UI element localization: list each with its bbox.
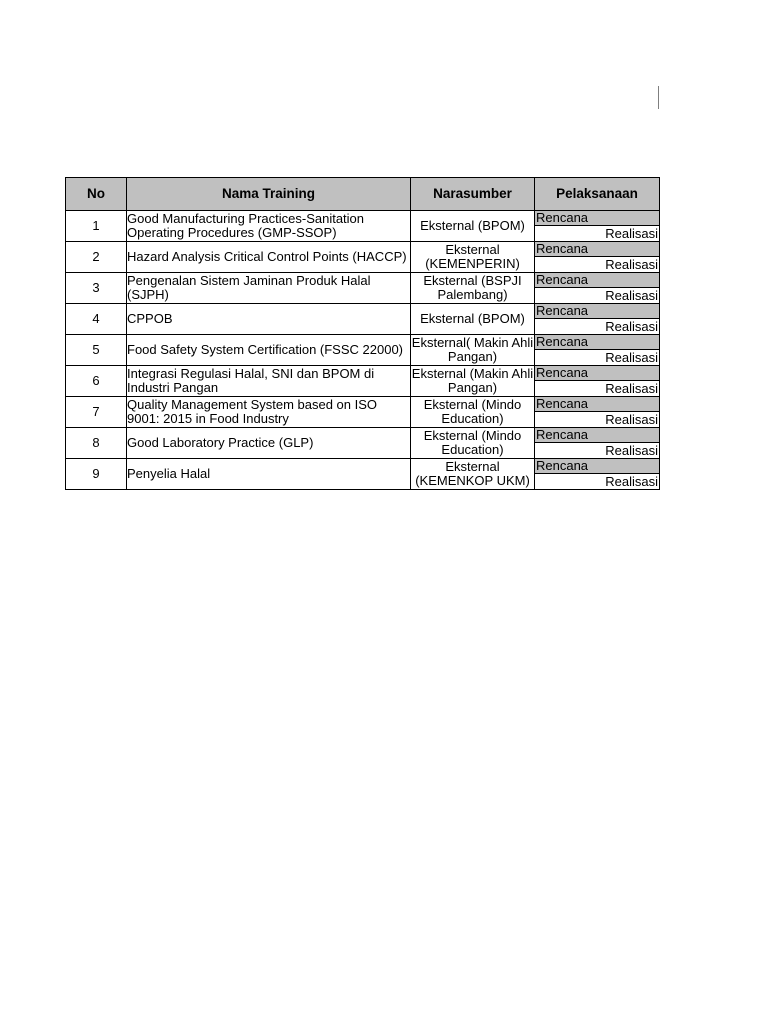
speaker-name: Eksternal (BSPJI Palembang) <box>411 273 535 304</box>
training-name: Quality Management System based on ISO 9001: 2015 in Food Industry <box>127 397 411 428</box>
training-name: Hazard Analysis Critical Control Points (HACCP) <box>127 242 411 273</box>
header-speaker: Narasumber <box>411 178 535 211</box>
plan-label: Rencana <box>535 366 659 381</box>
execution-status <box>535 211 659 241</box>
training-name: Pengenalan Sistem Jaminan Produk Halal (SJPH) <box>127 273 411 304</box>
execution-status <box>535 397 659 427</box>
execution-cell <box>535 211 660 242</box>
training-name: Penyelia Halal <box>127 459 411 490</box>
execution-cell <box>535 242 660 273</box>
training-name: CPPOB <box>127 304 411 335</box>
row-number: 8 <box>66 428 127 459</box>
actual-label: Realisasi <box>605 412 658 427</box>
table-row <box>66 459 660 490</box>
header-row <box>66 178 660 211</box>
row-number: 7 <box>66 397 127 428</box>
actual-label: Realisasi <box>605 350 658 365</box>
actual-label: Realisasi <box>605 319 658 334</box>
table-row <box>66 273 660 304</box>
speaker-name: Eksternal (BPOM) <box>411 211 535 242</box>
training-name: Good Manufacturing Practices-Sanitation Operating Procedures (GMP-SSOP) <box>127 211 411 242</box>
header-execution: Pelaksanaan <box>535 178 660 211</box>
execution-status <box>535 366 659 396</box>
table-row <box>66 211 660 242</box>
execution-status <box>535 335 659 365</box>
plan-label: Rencana <box>535 335 659 350</box>
table-row <box>66 428 660 459</box>
execution-status <box>535 273 659 303</box>
actual-label: Realisasi <box>605 288 658 303</box>
execution-cell <box>535 366 660 397</box>
execution-status <box>535 459 659 489</box>
row-number: 3 <box>66 273 127 304</box>
row-number: 1 <box>66 211 127 242</box>
plan-label: Rencana <box>535 273 659 288</box>
row-number: 5 <box>66 335 127 366</box>
actual-label: Realisasi <box>605 381 658 396</box>
speaker-name: Eksternal (Mindo Education) <box>411 428 535 459</box>
training-name: Integrasi Regulasi Halal, SNI dan BPOM di Industri Pangan <box>127 366 411 397</box>
speaker-name: Eksternal (Makin Ahli Pangan) <box>411 366 534 395</box>
actual-label: Realisasi <box>605 474 658 489</box>
plan-label: Rencana <box>535 211 659 226</box>
speaker-name: Eksternal (KEMENKOP UKM) <box>411 459 535 490</box>
execution-status <box>535 428 659 458</box>
row-number: 6 <box>66 366 127 397</box>
plan-label: Rencana <box>535 428 659 443</box>
table-row <box>66 242 660 273</box>
table-row <box>66 397 660 428</box>
execution-status <box>535 242 659 272</box>
header-training-name: Nama Training <box>127 178 411 211</box>
speaker-name: Eksternal (KEMENPERIN) <box>411 242 535 273</box>
speaker-name: Eksternal (Mindo Education) <box>411 397 535 428</box>
training-name: Food Safety System Certification (FSSC 22000) <box>127 335 411 366</box>
training-table <box>65 177 660 490</box>
speaker-name: Eksternal (BPOM) <box>411 304 535 335</box>
actual-label: Realisasi <box>605 257 658 272</box>
table-body <box>66 211 660 490</box>
actual-label: Realisasi <box>605 443 658 458</box>
header-no: No <box>66 178 127 211</box>
training-name: Good Laboratory Practice (GLP) <box>127 428 411 459</box>
plan-label: Rencana <box>535 397 659 412</box>
page-edge-marker <box>658 86 659 109</box>
row-number: 2 <box>66 242 127 273</box>
execution-cell <box>535 304 660 335</box>
actual-label: Realisasi <box>605 226 658 241</box>
execution-cell <box>535 273 660 304</box>
row-number: 9 <box>66 459 127 490</box>
execution-cell <box>535 397 660 428</box>
execution-cell <box>535 335 660 366</box>
execution-cell <box>535 428 660 459</box>
plan-label: Rencana <box>535 242 659 257</box>
table-row <box>66 366 660 397</box>
speaker-name: Eksternal( Makin Ahli Pangan) <box>411 335 534 364</box>
table-row <box>66 335 660 366</box>
table-row <box>66 304 660 335</box>
plan-label: Rencana <box>535 459 659 474</box>
execution-status <box>535 304 659 334</box>
row-number: 4 <box>66 304 127 335</box>
execution-cell <box>535 459 660 490</box>
plan-label: Rencana <box>535 304 659 319</box>
